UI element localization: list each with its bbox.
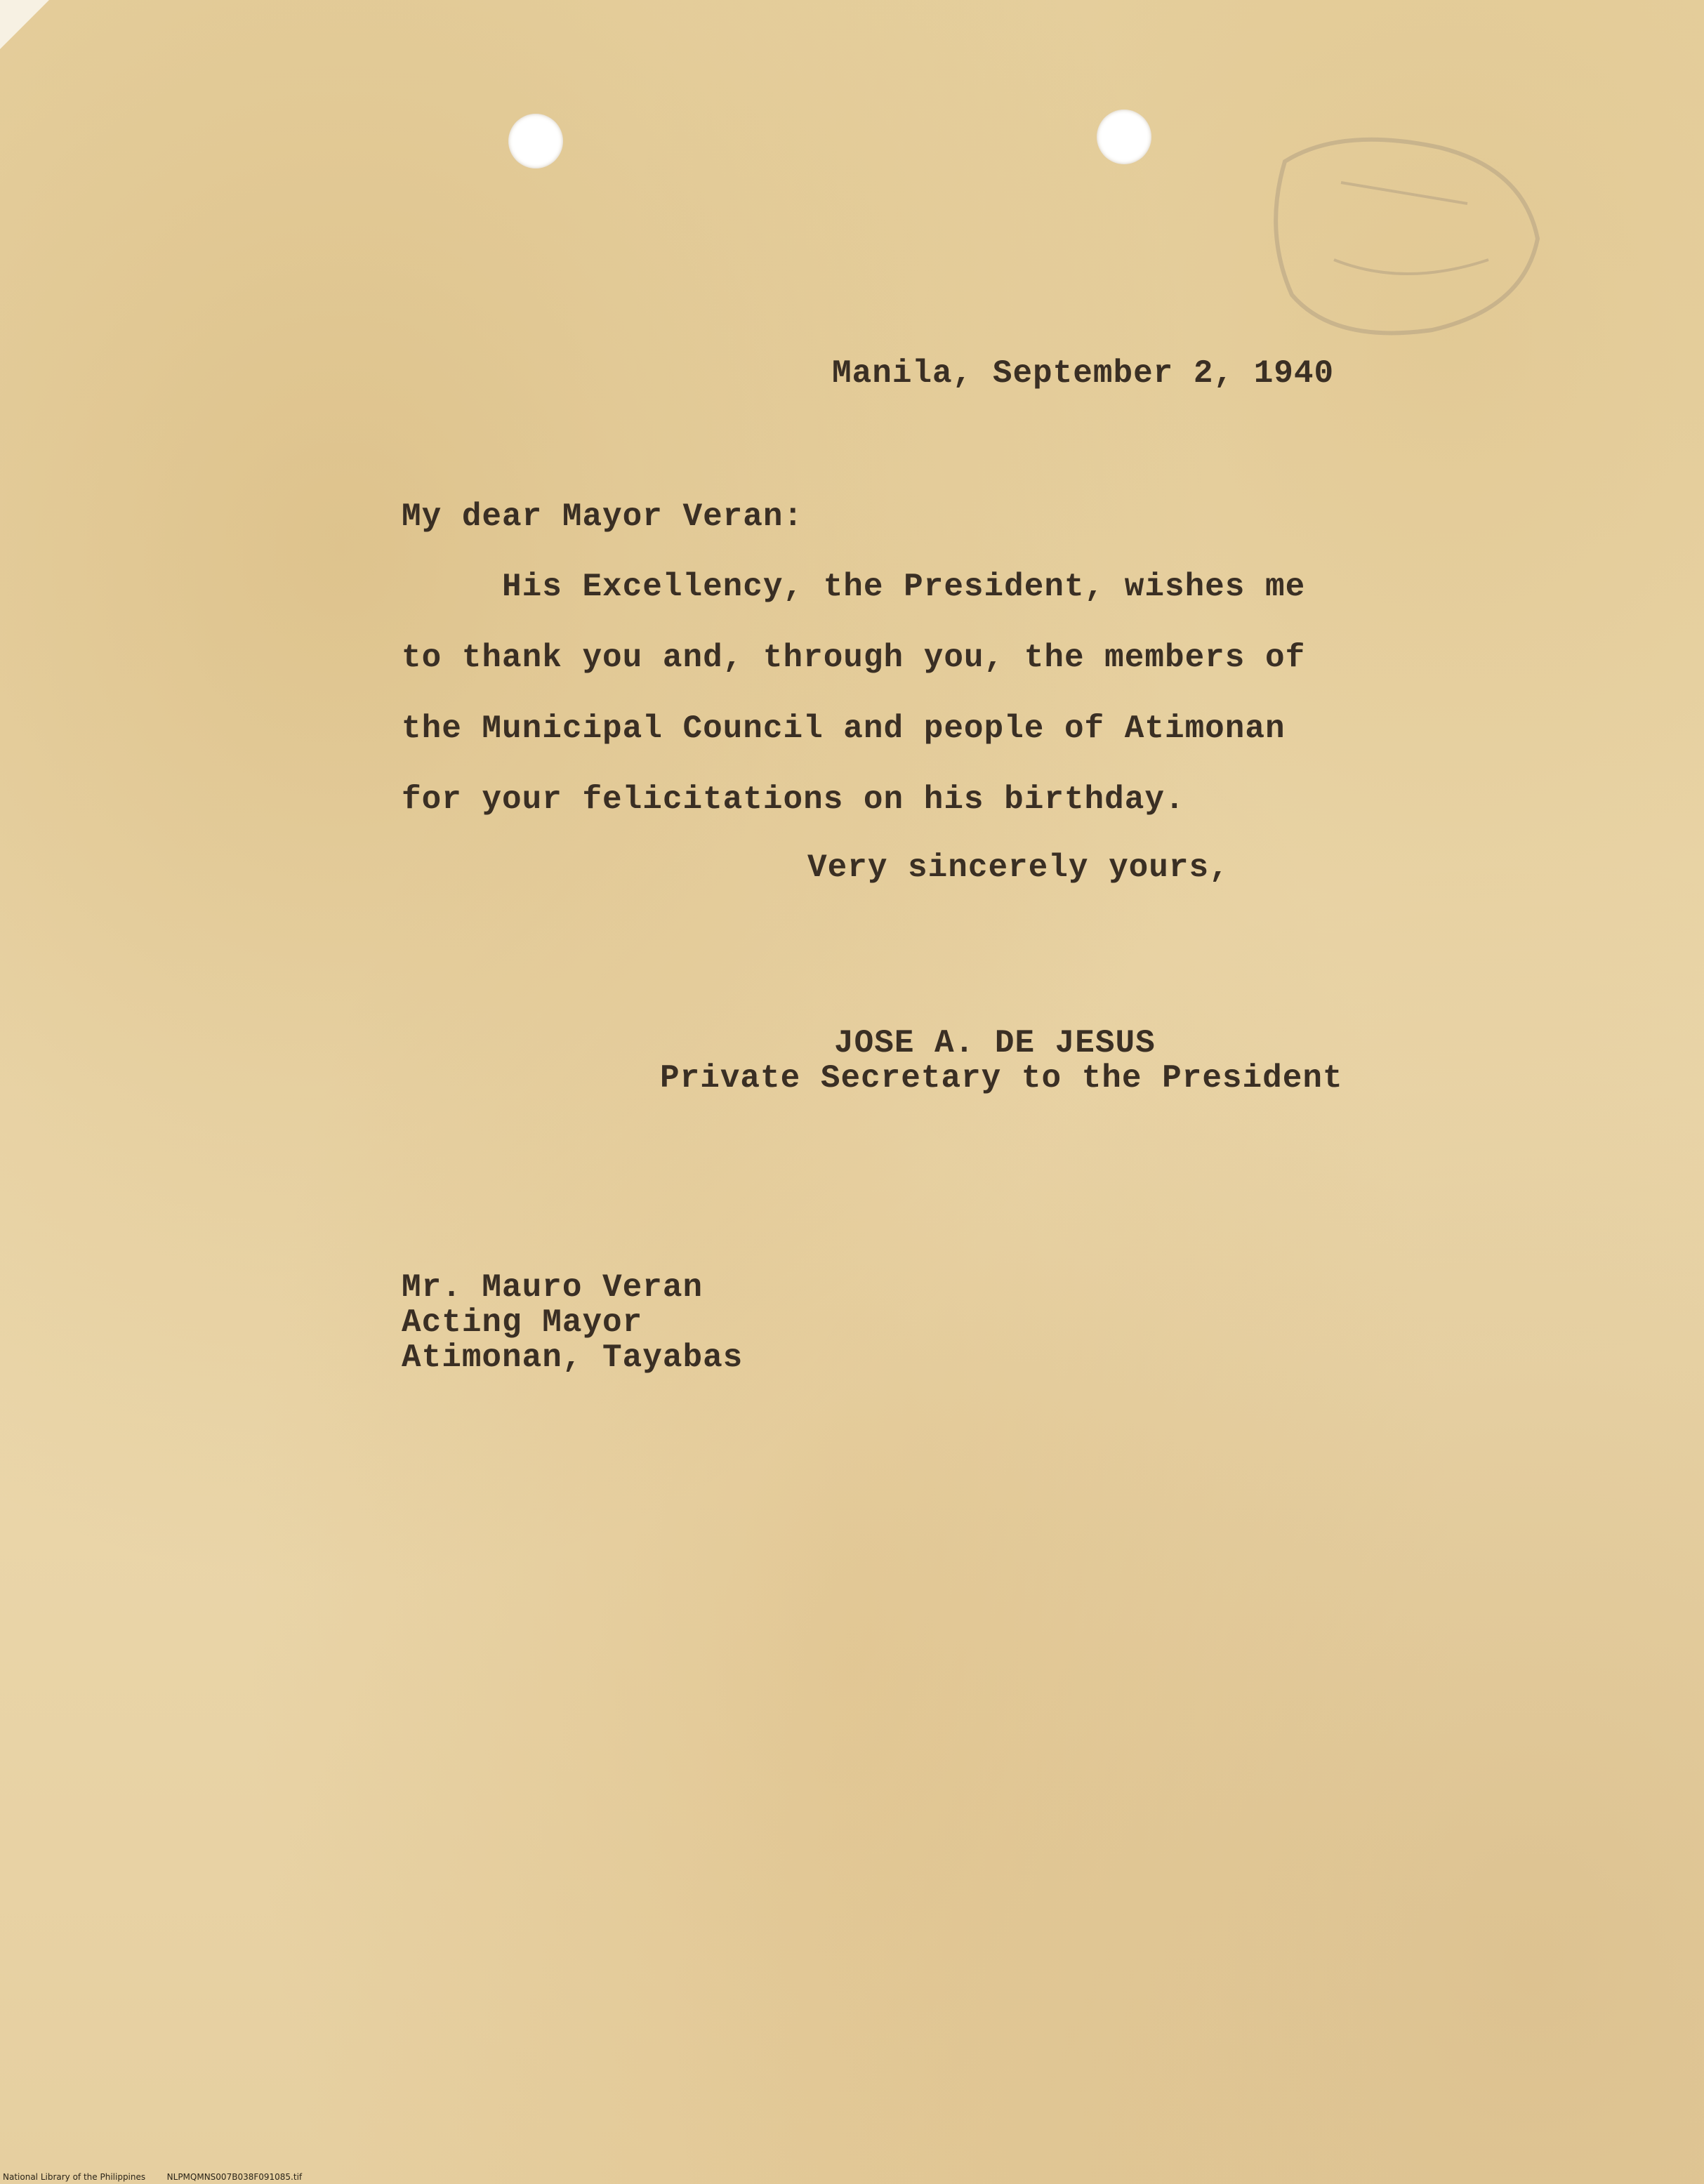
folded-corner [0, 0, 49, 49]
punch-hole-right [1097, 110, 1151, 164]
body-line-1: His Excellency, the President, wishes me [402, 569, 1306, 605]
addressee-location: Atimonan, Tayabas [402, 1339, 744, 1376]
addressee-name: Mr. Mauro Veran [402, 1269, 704, 1306]
salutation: My dear Mayor Veran: [402, 498, 804, 535]
body-line-3: the Municipal Council and people of Atimonan [402, 710, 1286, 747]
faded-stamp-mark [1257, 119, 1552, 351]
signatory-name: JOSE A. DE JESUS [834, 1025, 1156, 1061]
closing: Very sincerely yours, [807, 849, 1229, 886]
footer-filename: NLPMQMNS007B038F091085.tif [166, 2172, 303, 2182]
signatory-title: Private Secretary to the President [660, 1060, 1343, 1097]
footer-library: National Library of the Philippines [3, 2172, 146, 2182]
body-line-4: for your felicitations on his birthday. [402, 781, 1185, 818]
letter-date: Manila, September 2, 1940 [832, 355, 1335, 392]
addressee-position: Acting Mayor [402, 1304, 643, 1341]
punch-hole-left [508, 114, 563, 168]
body-line-2: to thank you and, through you, the members of [402, 640, 1306, 676]
archive-footer [3, 2172, 302, 2182]
